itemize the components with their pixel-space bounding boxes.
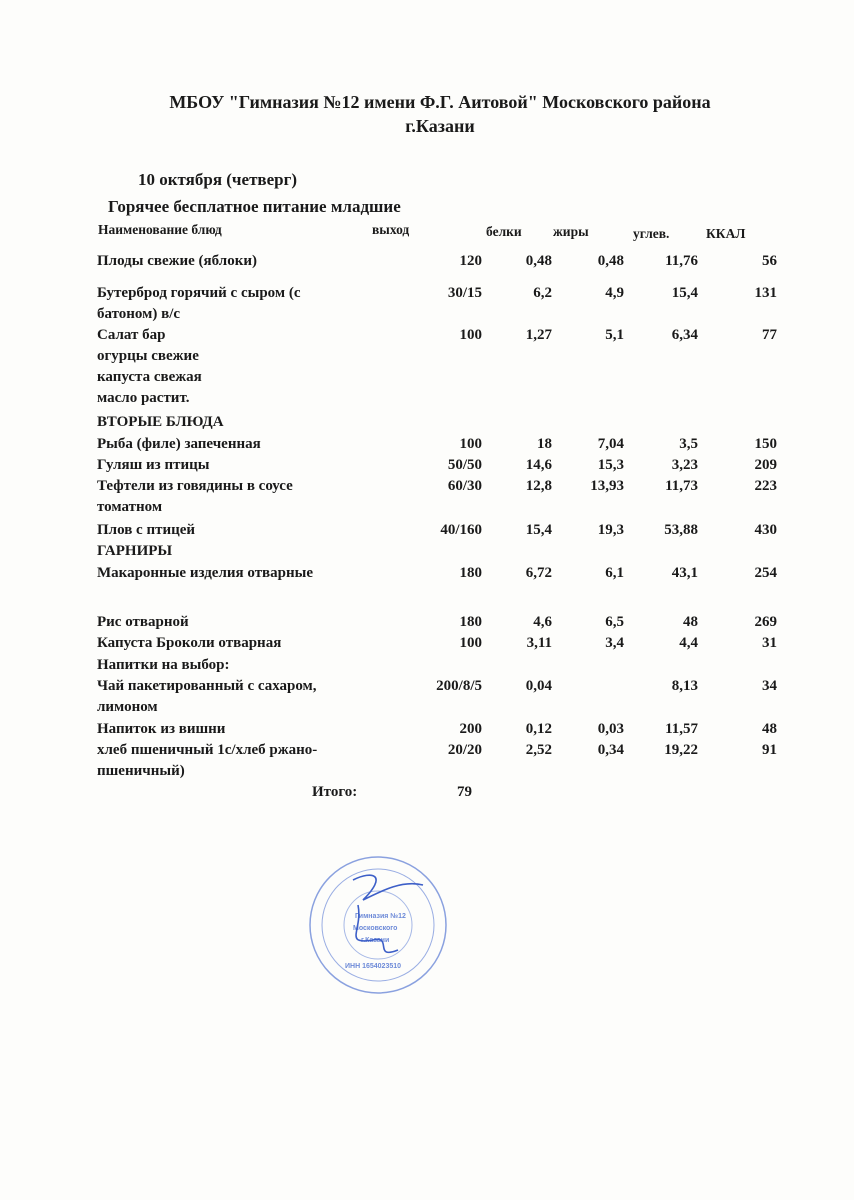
dish-name: Тефтели из говядины в соусе томатном — [97, 478, 293, 515]
school-stamp — [303, 850, 463, 1010]
cell-fat: 0,48 — [597, 253, 624, 269]
column-header-name: Наименование блюд — [98, 222, 222, 237]
dish-name: Гуляш из птицы — [97, 457, 210, 473]
cell-fat: 15,3 — [597, 457, 624, 473]
dish-name: хлеб пшеничный 1с/хлеб ржано- пшеничный) — [97, 742, 318, 779]
cell-kcal: 209 — [754, 457, 777, 473]
cell-output: 100 — [459, 635, 482, 651]
total-label: Итого: — [312, 784, 358, 800]
cell-output: 60/30 — [447, 478, 482, 494]
cell-carbs: 11,57 — [665, 721, 698, 737]
cell-carbs: 11,76 — [665, 253, 698, 269]
menu-date: 10 октября (четверг) — [138, 170, 297, 189]
cell-protein: 0,48 — [525, 253, 552, 269]
svg-text:г.Казани: г.Казани — [361, 937, 390, 944]
cell-output: 20/20 — [447, 742, 482, 758]
cell-output: 200/8/5 — [436, 678, 482, 694]
cell-carbs: 15,4 — [671, 285, 698, 301]
cell-kcal: 254 — [754, 565, 777, 581]
cell-fat: 7,04 — [597, 436, 624, 452]
dish-name: Макаронные изделия отварные — [97, 565, 314, 581]
cell-carbs: 3,23 — [671, 457, 698, 473]
dish-name: Капуста Броколи отварная — [97, 635, 282, 651]
cell-carbs: 43,1 — [671, 565, 698, 581]
cell-kcal: 77 — [762, 327, 777, 343]
cell-kcal: 223 — [754, 478, 777, 494]
cell-fat: 3,4 — [605, 635, 624, 651]
cell-protein: 15,4 — [525, 522, 552, 538]
cell-fat: 0,34 — [597, 742, 624, 758]
dish-name: Рис отварной — [97, 614, 189, 630]
cell-kcal: 48 — [762, 721, 777, 737]
dish-name: Рыба (филе) запеченная — [97, 436, 261, 452]
cell-protein: 0,04 — [525, 678, 552, 694]
document-title-line2: г.Казани — [405, 116, 475, 136]
cell-kcal: 150 — [754, 436, 777, 452]
cell-kcal: 430 — [754, 522, 777, 538]
cell-fat: 6,5 — [605, 614, 624, 630]
cell-carbs: 48 — [683, 614, 698, 630]
dish-name: Напитки на выбор: — [97, 657, 230, 673]
cell-output: 50/50 — [447, 457, 482, 473]
dish-name: Напиток из вишни — [97, 721, 226, 737]
cell-fat: 4,9 — [605, 285, 624, 301]
dish-name: Салат бар огурцы свежие капуста свежая масло растит. — [97, 327, 202, 406]
cell-fat: 6,1 — [605, 565, 624, 581]
dish-name: ГАРНИРЫ — [97, 543, 173, 559]
cell-protein: 3,11 — [526, 635, 552, 651]
column-header-protein: белки — [486, 224, 522, 239]
cell-kcal: 131 — [754, 285, 777, 301]
cell-output: 30/15 — [447, 285, 482, 301]
cell-output: 120 — [459, 253, 482, 269]
dish-name: Чай пакетированный с сахаром, лимоном — [97, 678, 317, 715]
document-title-line1: МБОУ "Гимназия №12 имени Ф.Г. Аитовой" Московского района — [169, 92, 711, 112]
cell-carbs: 4,4 — [679, 635, 698, 651]
cell-carbs: 53,88 — [664, 522, 698, 538]
cell-output: 200 — [459, 721, 482, 737]
dish-name: Бутерброд горячий с сыром (с батоном) в/с — [97, 285, 301, 322]
cell-protein: 2,52 — [525, 742, 552, 758]
cell-carbs: 3,5 — [679, 436, 698, 452]
dish-name: ВТОРЫЕ БЛЮДА — [97, 414, 224, 430]
column-header-kcal: ККАЛ — [706, 226, 746, 241]
cell-carbs: 11,73 — [665, 478, 698, 494]
cell-output: 180 — [459, 614, 482, 630]
svg-text:Московского: Московского — [353, 925, 398, 932]
cell-output: 180 — [459, 565, 482, 581]
cell-kcal: 91 — [762, 742, 777, 758]
cell-kcal: 56 — [762, 253, 777, 269]
cell-output: 40/160 — [440, 522, 482, 538]
svg-text:Гимназия №12: Гимназия №12 — [355, 913, 406, 920]
menu-subtitle: Горячее бесплатное питание младшие — [108, 197, 401, 216]
cell-protein: 1,27 — [525, 327, 552, 343]
cell-kcal: 34 — [762, 678, 777, 694]
cell-output: 100 — [459, 327, 482, 343]
dish-name: Плов с птицей — [97, 522, 196, 538]
cell-fat: 5,1 — [605, 327, 624, 343]
svg-text:ИНН 1654023510: ИНН 1654023510 — [345, 963, 402, 970]
cell-kcal: 269 — [754, 614, 777, 630]
cell-protein: 4,6 — [533, 614, 552, 630]
cell-fat: 19,3 — [597, 522, 624, 538]
cell-fat: 0,03 — [597, 721, 624, 737]
cell-protein: 6,72 — [525, 565, 552, 581]
column-header-carbs: углев. — [633, 226, 670, 241]
column-header-fat: жиры — [553, 224, 589, 239]
cell-protein: 6,2 — [533, 285, 552, 301]
cell-carbs: 19,22 — [664, 742, 698, 758]
cell-carbs: 6,34 — [671, 327, 698, 343]
cell-fat: 13,93 — [590, 478, 624, 494]
cell-kcal: 31 — [762, 635, 777, 651]
column-header-output: выход — [372, 222, 410, 237]
cell-carbs: 8,13 — [671, 678, 698, 694]
cell-protein: 12,8 — [525, 478, 552, 494]
cell-output: 100 — [459, 436, 482, 452]
cell-protein: 0,12 — [525, 721, 552, 737]
dish-name: Плоды свежие (яблоки) — [97, 253, 257, 269]
total-value: 79 — [457, 784, 472, 800]
cell-protein: 18 — [537, 436, 552, 452]
cell-protein: 14,6 — [525, 457, 552, 473]
